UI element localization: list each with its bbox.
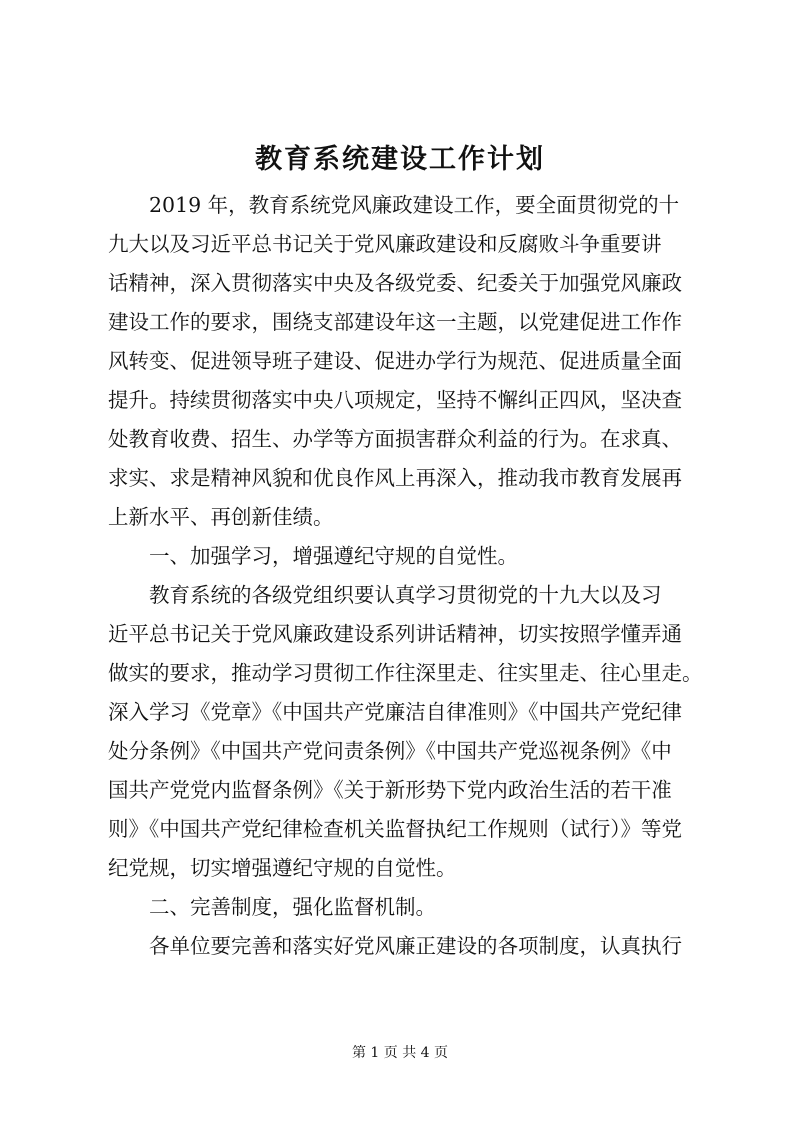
body-line: 做实的要求，推动学习贯彻工作往深里走、往实里走、往心里走。: [108, 661, 703, 685]
body-line: 求实、求是精神风貌和优良作风上再深入，推动我市教育发展再: [108, 466, 682, 490]
body-line: 处分条例》《中国共产党问责条例》《中国共产党巡视条例》《中: [108, 739, 672, 763]
body-line: 处教育收费、招生、办学等方面损害群众利益的行为。在求真、: [108, 427, 682, 451]
body-line: 则》《中国共产党纪律检查机关监督执纪工作规则（试行）》等党: [108, 817, 682, 841]
body-line: 近平总书记关于党风廉政建设系列讲话精神，切实按照学懂弄通: [108, 622, 682, 646]
body-line: 各单位要完善和落实好党风廉正建设的各项制度，认真执行: [108, 934, 682, 958]
body-line: 话精神，深入贯彻落实中央及各级党委、纪委关于加强党风廉政: [108, 271, 682, 295]
body-line: 纪党规，切实增强遵纪守规的自觉性。: [108, 856, 457, 880]
body-line: 2019 年，教育系统党风廉政建设工作，要全面贯彻党的十: [108, 193, 680, 217]
body-line: 国共产党党内监督条例》《关于新形势下党内政治生活的若干准: [108, 778, 672, 802]
body-line: 风转变、促进领导班子建设、促进办学行为规范、促进质量全面: [108, 349, 682, 373]
document-body: [108, 186, 714, 966]
section-heading: 二、完善制度，强化监督机制。: [108, 895, 436, 919]
page-footer: 第 1 页 共 4 页: [351, 1045, 449, 1061]
body-line: 上新水平、再创新佳绩。: [108, 505, 334, 529]
body-line: 教育系统的各级党组织要认真学习贯彻党的十九大以及习: [108, 583, 662, 607]
section-heading: 一、加强学习，增强遵纪守规的自觉性。: [108, 544, 518, 568]
body-line: 九大以及习近平总书记关于党风廉政建设和反腐败斗争重要讲: [108, 232, 662, 256]
document-title: 教育系统建设工作计划: [255, 144, 545, 175]
body-line: 深入学习《党章》《中国共产党廉洁自律准则》《中国共产党纪律: [108, 700, 682, 724]
body-line: 建设工作的要求，围绕支部建设年这一主题，以党建促进工作作: [108, 310, 682, 334]
body-line: 提升。持续贯彻落实中央八项规定，坚持不懈纠正四风，坚决查: [108, 388, 682, 412]
